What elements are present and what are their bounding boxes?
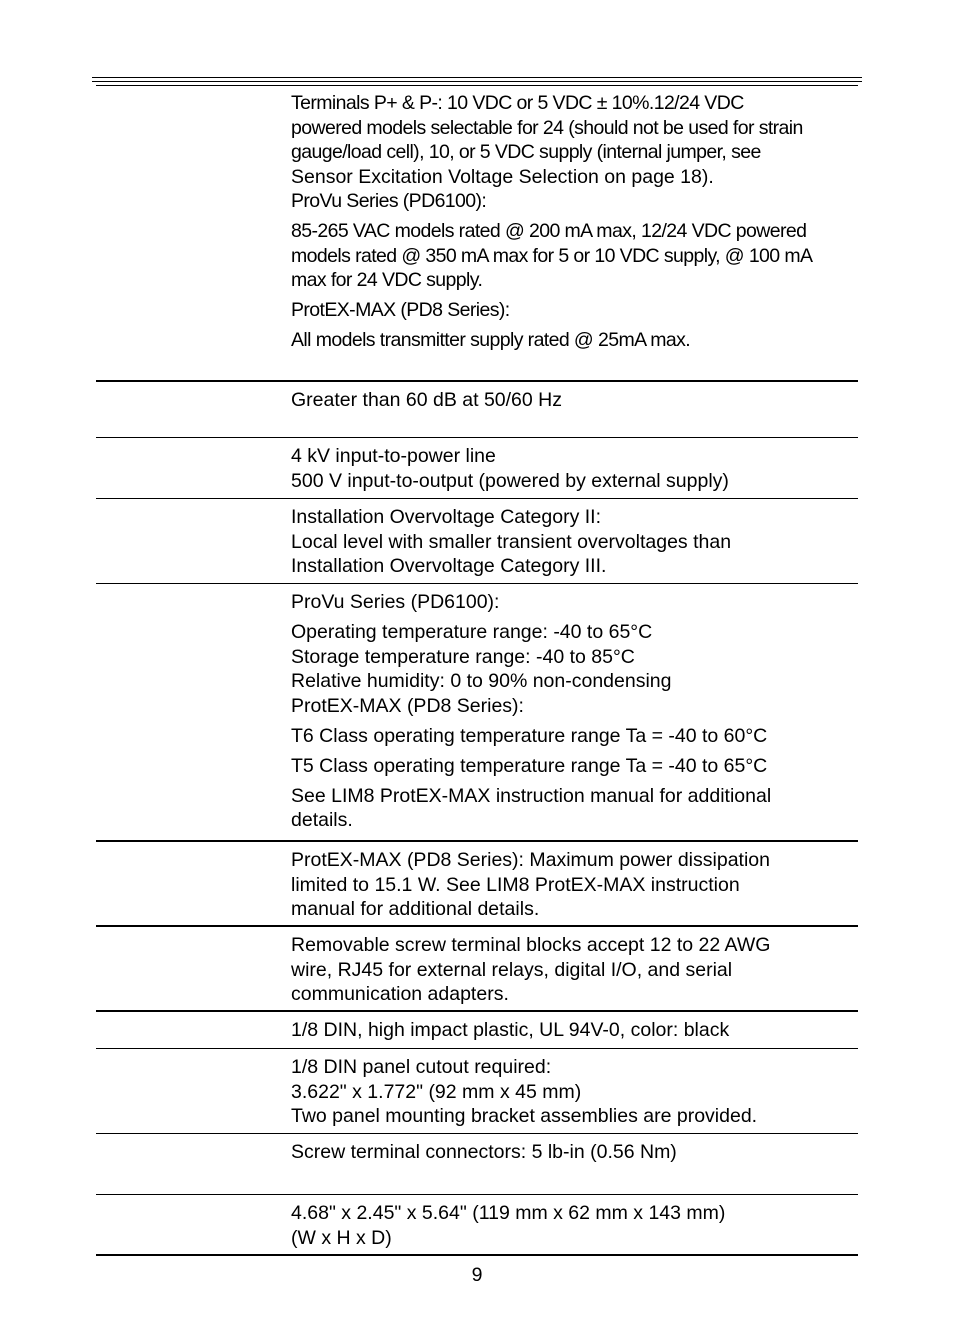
spec-line: ProtEX-MAX (PD8 Series): Maximum power dissipation (291, 849, 770, 871)
spec-line: Two panel mounting bracket assemblies are provided. (291, 1105, 758, 1127)
spec-line: ProVu Series (PD6100): (291, 591, 500, 613)
spec-line: All models transmitter supply rated @ 25mA max. (291, 329, 691, 351)
spec-line: 1/8 DIN, high impact plastic, UL 94V-0, color: black (291, 1019, 730, 1041)
spec-line: details. (291, 809, 353, 831)
spec-row-mounting (96, 1049, 858, 1134)
header-rule-top (92, 77, 862, 78)
spec-row-value (291, 584, 858, 833)
spec-row-value (291, 438, 858, 493)
spec-line: 1/8 DIN panel cutout required: (291, 1056, 552, 1078)
spec-line: Sensor Excitation Voltage Selection on page 18). (291, 165, 714, 188)
spec-line: ProtEX-MAX (PD8 Series): (291, 299, 510, 321)
spec-line: 4 kV input-to-power line (291, 445, 496, 467)
spec-row-overall-dimensions (96, 1195, 858, 1256)
spec-line: Removable screw terminal blocks accept 12 to 22 AWG (291, 934, 771, 956)
spec-row-connections (96, 927, 858, 1012)
spec-row-isolation (96, 438, 858, 499)
spec-row-value (291, 499, 858, 579)
spec-row-value (291, 86, 858, 353)
spec-line: Local level with smaller transient overvoltages than (291, 530, 732, 553)
spec-line: limited to 15.1 W. See LIM8 ProtEX-MAX instruction (291, 873, 740, 896)
spec-line: Storage temperature range: -40 to 85°C (291, 645, 635, 668)
spec-row-tightening-torque (96, 1134, 858, 1195)
spec-row-value (291, 1195, 858, 1250)
spec-line: ProVu Series (PD6100): (291, 190, 487, 212)
spec-line: See LIM8 ProtEX-MAX instruction manual for additional (291, 784, 772, 807)
spec-line: Terminals P+ & P-: 10 VDC or 5 VDC ± 10%.12/24 VDC (291, 92, 744, 114)
spec-line: gauge/load cell), 10, or 5 VDC supply (internal jumper, see (291, 141, 761, 163)
spec-row-value (291, 1134, 858, 1165)
spec-row-enclosure (96, 1012, 858, 1049)
spec-row-environmental (96, 584, 858, 842)
spec-line: powered models selectable for 24 (should not be used for strain (291, 116, 803, 139)
spec-row-value (291, 382, 858, 413)
spec-line: 4.68" x 2.45" x 5.64" (119 mm x 62 mm x 143 mm) (291, 1202, 726, 1224)
spec-row-value (291, 1049, 858, 1129)
spec-line: 3.622" x 1.772" (92 mm x 45 mm) (291, 1080, 582, 1103)
spec-line: Operating temperature range: -40 to 65°C (291, 621, 653, 643)
spec-line: (W x H x D) (291, 1226, 392, 1249)
spec-line: Relative humidity: 0 to 90% non-condensing (291, 670, 672, 692)
header-rule-middle (92, 81, 862, 82)
spec-line: 85-265 VAC models rated @ 200 mA max, 12/24 VDC powered (291, 220, 807, 242)
spec-row-noise-rejection (96, 382, 858, 438)
page-number: 9 (471, 1264, 483, 1286)
spec-line: ProtEX-MAX (PD8 Series): (291, 694, 524, 717)
spec-line: Greater than 60 dB at 50/60 Hz (291, 389, 563, 411)
spec-line: manual for additional details. (291, 898, 540, 920)
spec-row-value (291, 927, 858, 1007)
spec-line: 500 V input-to-output (powered by external supply) (291, 469, 729, 492)
spec-line: Installation Overvoltage Category II: (291, 506, 601, 528)
spec-line: communication adapters. (291, 983, 509, 1005)
specifications-table (96, 86, 858, 1256)
spec-line: T5 Class operating temperature range Ta = -40 to 65°C (291, 754, 768, 777)
spec-row-sensor-excitation (96, 86, 858, 382)
spec-line: Screw terminal connectors: 5 lb-in (0.56 Nm) (291, 1141, 677, 1163)
spec-row-overvoltage-category (96, 499, 858, 584)
spec-row-value (291, 1012, 858, 1043)
spec-line: wire, RJ45 for external relays, digital I/O, and serial (291, 958, 733, 981)
spec-line: max for 24 VDC supply. (291, 269, 483, 291)
spec-row-max-power (96, 842, 858, 927)
spec-row-value (291, 842, 858, 922)
spec-line: models rated @ 350 mA max for 5 or 10 VDC supply, @ 100 mA (291, 244, 813, 267)
spec-line: Installation Overvoltage Category III. (291, 555, 607, 577)
spec-line: T6 Class operating temperature range Ta = -40 to 60°C (291, 724, 768, 747)
